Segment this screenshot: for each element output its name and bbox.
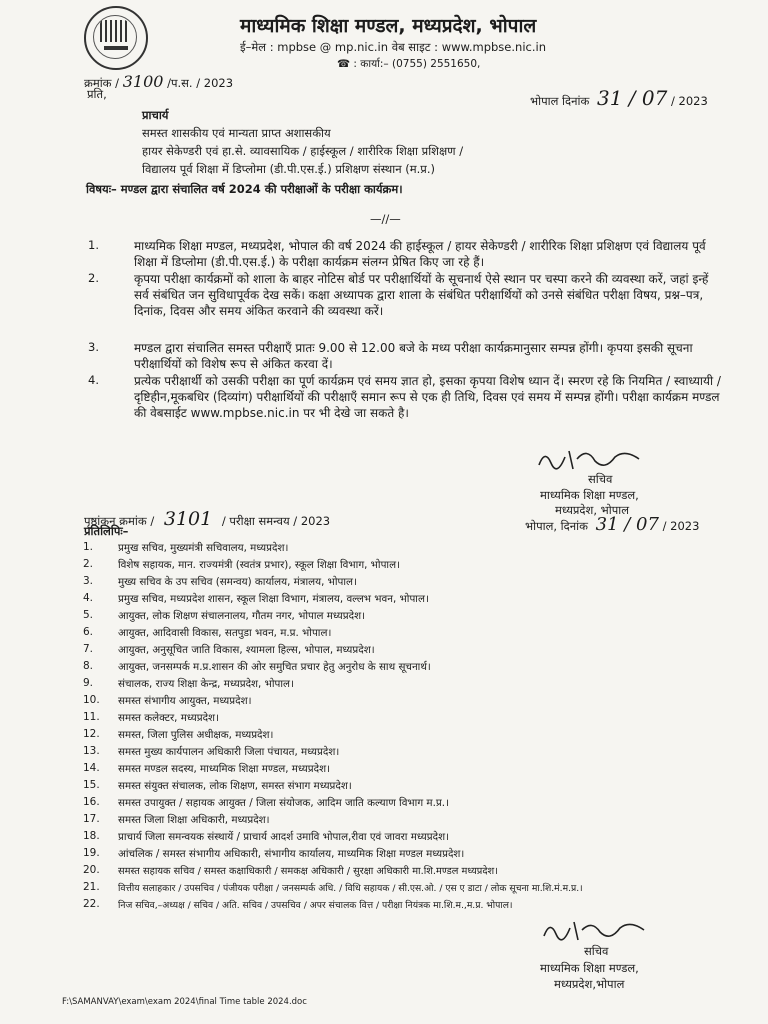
- recipient-number: 7.: [83, 643, 94, 655]
- recipient-number: 11.: [83, 711, 100, 723]
- recipient-number: 16.: [83, 796, 100, 808]
- signatory-location: मध्यप्रदेश,भोपाल: [554, 977, 625, 991]
- recipient-text: समस्त कलेक्टर, मध्यप्रदेश।: [118, 712, 219, 724]
- paragraph-text: माध्यमिक शिक्षा मण्डल, मध्यप्रदेश, भोपाल की वर्ष 2024 की हाईस्कूल / हायर सेकेण्डरी / शारीरिक शिक्षा प्रशिक्षण एवं विद्यालय पूर्व शिक्षा में डिप्लोमा (डी.पी.एस.ई.) के परीक्षा कार्यक्रम संलग्न प्रेषित किए जा रहे हैं।: [134, 239, 706, 269]
- board-emblem-logo: [84, 6, 148, 70]
- signatory-title: सचिव: [584, 944, 609, 958]
- handwritten-signature: [540, 918, 650, 946]
- endorsement-reference: पृष्ठांकन क्रमांक / 3101 / परीक्षा समन्वय / 2023: [84, 508, 331, 530]
- recipient-text: आयुक्त, अनुसूचित जाति विकास, श्यामला हिल्स, भोपाल, मध्यप्रदेश।: [118, 644, 375, 656]
- recipient-number: 20.: [83, 864, 100, 876]
- paragraph-text: प्रत्येक परीक्षार्थी को उसकी परीक्षा का पूर्ण कार्यक्रम एवं समय ज्ञात हो, इसका कृपया विशेष ध्यान दें। स्मरण रहे कि नियमित / स्वाध्यायी / दृष्टिहीन,मूकबधिर (दिव्यांग) परीक्षार्थियों की परीक्षाएँ समान रूप से एक ही तिथि, दिवस एवं समय में सम्पन्न होंगी। परीक्षा कार्यक्रम मण्डल की वेबसाईट www.mpbse.nic.in पर भी देखे जा सकते है।: [134, 374, 721, 420]
- recipient-number: 10.: [83, 694, 100, 706]
- email-website-line: ई–मेल : mpbse @ mp.nic.in वेब साइट : www.mpbse.nic.in: [240, 40, 546, 54]
- separator: —//—: [370, 212, 401, 226]
- recipient-text: आयुक्त, जनसम्पर्क म.प्र.शासन की ओर समुचित प्रचार हेतु अनुरोध के साथ सूचनार्थ।: [118, 661, 431, 673]
- recipient-number: 12.: [83, 728, 100, 740]
- recipient-text: समस्त मण्डल सदस्य, माध्यमिक शिक्षा मण्डल, मध्यप्रदेश।: [118, 763, 331, 775]
- recipient-number: 22.: [83, 898, 100, 910]
- recipient-text: आंचलिक / समस्त संभागीय अधिकारी, संभागीय कार्यालय, माध्यमिक शिक्षा मण्डल मध्यप्रदेश।: [118, 848, 465, 860]
- recipient-text: प्रमुख सचिव, मध्यप्रदेश शासन, स्कूल शिक्षा विभाग, मंत्रालय, वल्लभ भवन, भोपाल।: [118, 593, 429, 605]
- handwritten-signature: [535, 445, 645, 475]
- recipient-number: 18.: [83, 830, 100, 842]
- recipient-number: 6.: [83, 626, 94, 638]
- recipient-text: निज सचिव,–अध्यक्ष / सचिव / अति. सचिव / उपसचिव / अपर संचालक वित्त / परीक्षा नियंत्रक मा.शि.म.,म.प्र. भोपाल।: [118, 900, 513, 911]
- recipient-text: वित्तीय सलाहकार / उपसचिव / पंजीयक परीक्षा / जनसम्पर्क अधि. / विधि सहायक / सी.एस.ओ. / एस ए डाटा / लोक सूचना मा.शि.मं.म.प्र.।: [118, 883, 583, 894]
- handwritten-endorsement-date: 31 / 07: [595, 514, 659, 535]
- paragraph-number: 4.: [88, 373, 99, 387]
- signatory-title: सचिव: [588, 472, 613, 486]
- recipient-number: 19.: [83, 847, 100, 859]
- recipient-number: 1.: [83, 541, 94, 553]
- addressee-line: समस्त शासकीय एवं मान्यता प्राप्त अशासकीय: [142, 126, 331, 140]
- board-title: माध्यमिक शिक्षा मण्डल, मध्यप्रदेश, भोपाल: [240, 15, 537, 37]
- prati-label: प्रति,: [87, 87, 107, 101]
- recipient-text: समस्त, जिला पुलिस अधीक्षक, मध्यप्रदेश।: [118, 729, 274, 741]
- recipient-text: संचालक, राज्य शिक्षा केन्द्र, मध्यप्रदेश, भोपाल।: [118, 678, 294, 690]
- endorsement-date: भोपाल, दिनांक 31 / 07 / 2023: [525, 514, 700, 535]
- recipient-text: प्रमुख सचिव, मुख्यमंत्री सचिवालय, मध्यप्रदेश।: [118, 542, 289, 554]
- paragraph-number: 2.: [88, 271, 99, 285]
- paragraph-number: 3.: [88, 340, 99, 354]
- recipient-number: 3.: [83, 575, 94, 587]
- recipient-number: 9.: [83, 677, 94, 689]
- addressee-line: हायर सेकेण्डरी एवं हा.से. व्यावसायिक / हाईस्कूल / शारीरिक शिक्षा प्रशिक्षण /: [142, 144, 464, 158]
- recipient-text: विशेष सहायक, मान. राज्यमंत्री (स्वतंत्र प्रभार), स्कूल शिक्षा विभाग, भोपाल।: [118, 559, 400, 571]
- recipient-text: आयुक्त, लोक शिक्षण संचालनालय, गौतम नगर, भोपाल मध्यप्रदेश।: [118, 610, 365, 622]
- recipient-number: 8.: [83, 660, 94, 672]
- handwritten-ref-number: 3100: [122, 72, 164, 91]
- recipient-number: 17.: [83, 813, 100, 825]
- file-path-footer: F:\SAMANVAY\exam\exam 2024\final Time table 2024.doc: [62, 997, 307, 1007]
- phone-line: ☎ : कार्या:– (0755) 2551650,: [337, 58, 481, 70]
- copy-to-label: प्रतिलिपिः–: [84, 524, 129, 538]
- recipient-number: 15.: [83, 779, 100, 791]
- recipient-text: प्राचार्य जिला समन्वयक संस्थायें / प्राचार्य आदर्श उमावि भोपाल,रीवा एवं जावरा मध्यप्रदेश।: [118, 831, 449, 843]
- recipient-number: 21.: [83, 881, 100, 893]
- letter-date: भोपाल दिनांक 31 / 07 / 2023: [530, 86, 708, 110]
- addressee-line: विद्यालय पूर्व शिक्षा में डिप्लोमा (डी.पी.एस.ई.) प्रशिक्षण संस्थान (म.प्र.): [142, 162, 435, 176]
- handwritten-date: 31 / 07: [596, 86, 668, 110]
- signatory-office: माध्यमिक शिक्षा मण्डल,: [540, 488, 639, 502]
- recipient-text: समस्त संयुक्त संचालक, लोक शिक्षण, समस्त संभाग मध्यप्रदेश।: [118, 780, 352, 792]
- recipient-text: समस्त सहायक सचिव / समस्त कक्षाधिकारी / समकक्ष अधिकारी / सुरक्षा अधिकारी मा.शि.मण्डल मध्यप्रदेश।: [118, 866, 498, 877]
- recipient-text: समस्त उपायुक्त / सहायक आयुक्त / जिला संयोजक, आदिम जाति कल्याण विभाग म.प्र.।: [118, 797, 449, 809]
- handwritten-endorsement-number: 3101: [163, 508, 213, 530]
- signatory-office: माध्यमिक शिक्षा मण्डल,: [540, 961, 639, 975]
- addressee-line: प्राचार्य: [142, 108, 169, 122]
- recipient-text: समस्त जिला शिक्षा अधिकारी, मध्यप्रदेश।: [118, 814, 270, 826]
- recipient-number: 13.: [83, 745, 100, 757]
- paragraph-text: मण्डल द्वारा संचालित समस्त परीक्षाएँ प्रातः 9.00 से 12.00 बजे के मध्य परीक्षा कार्यक्रमानुसार सम्पन्न होंगी। कृपया इसकी सूचना परीक्षार्थियों को विशेष रूप से अंकित करवा दें।: [134, 341, 693, 371]
- recipient-text: समस्त संभागीय आयुक्त, मध्यप्रदेश।: [118, 695, 252, 707]
- paragraph-text: कृपया परीक्षा कार्यक्रमों को शाला के बाहर नोटिस बोर्ड पर परीक्षार्थियों के सूचनार्थ ऐसे स्थान पर चस्पा करने की व्यवस्था करें, जहां इन्हें सर्व संबंधित जन सुविधापूर्वक देख सकें। कक्षा अध्यापक द्वारा शाला के संबंधित परीक्षार्थियों को उनसे संबंधित परीक्षा विषय, प्रश्न–पत्र, दिनांक, दिवस और समय अंकित करवाने की व्यवस्था करें।: [134, 272, 709, 318]
- recipient-text: समस्त मुख्य कार्यपालन अधिकारी जिला पंचायत, मध्यप्रदेश।: [118, 746, 340, 758]
- paragraph-number: 1.: [88, 238, 99, 252]
- recipient-number: 2.: [83, 558, 94, 570]
- recipient-number: 5.: [83, 609, 94, 621]
- recipient-number: 4.: [83, 592, 94, 604]
- signatory-location: मध्यप्रदेश, भोपाल: [555, 503, 630, 517]
- recipient-number: 14.: [83, 762, 100, 774]
- recipient-text: मुख्य सचिव के उप सचिव (समन्वय) कार्यालय, मंत्रालय, भोपाल।: [118, 576, 357, 588]
- recipient-text: आयुक्त, आदिवासी विकास, सतपुडा भवन, म.प्र. भोपाल।: [118, 627, 332, 639]
- subject-line: विषयः– मण्डल द्वारा संचालित वर्ष 2024 की परीक्षाओं के परीक्षा कार्यक्रम।: [86, 182, 403, 196]
- letter-reference: क्रमांक / 3100 /प.स. / 2023: [84, 72, 234, 91]
